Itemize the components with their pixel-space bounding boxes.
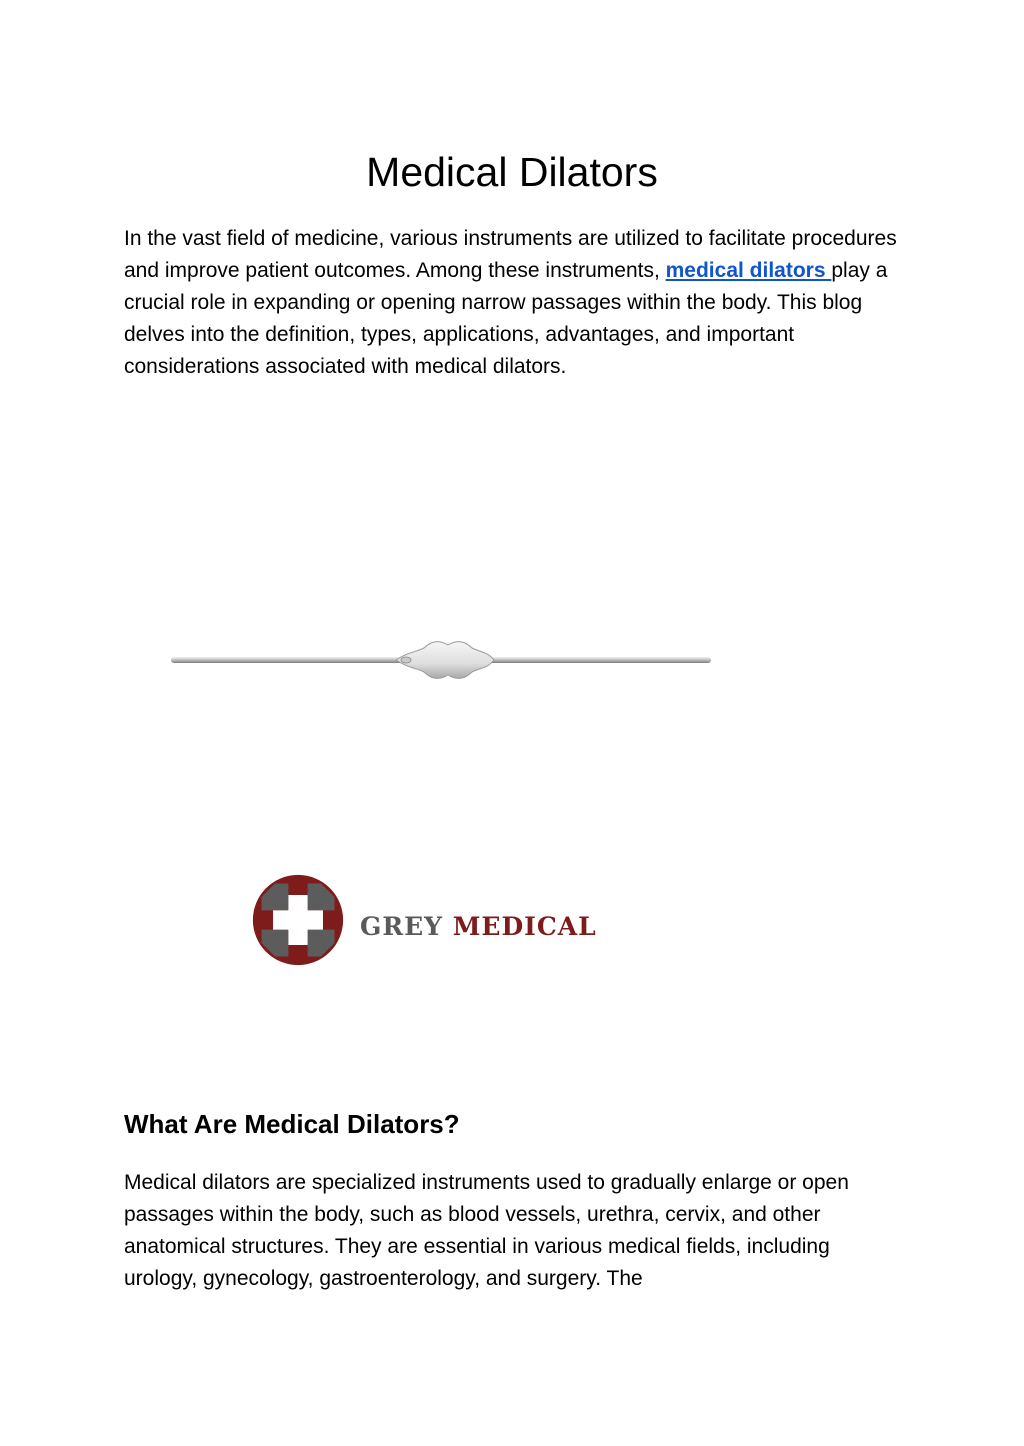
logo-word-medical: MEDICAL [452,912,597,941]
grey-medical-logo [250,870,640,970]
logo-word-grey: GREY [360,912,444,941]
section-heading: What Are Medical Dilators? [124,1109,460,1139]
page-title: Medical Dilators [366,149,658,195]
dilator-image [168,630,714,688]
section-paragraph: Medical dilators are specialized instruments used to gradually enlarge or open passages within the body, such as blood vessels, urethra, cervix, and other anatomical structures. They are essential in various medical fields, including urology, gynecology, gastroenterology, and surgery. The [124,1171,849,1290]
logo-wordmark [360,912,597,942]
dilator-illustration [168,630,714,688]
intro-paragraph [124,223,904,383]
intro-text-before-link: In the vast field of medicine, various instruments are utilized to facilitate procedures and improve patient outcomes. Among these instruments, [124,227,897,282]
intro-text-after-link: play a crucial role in expanding or opening narrow passages within the body. This blog delves into the definition, types, applications, advantages, and important considerations associated with medical dilators. [124,259,888,378]
cross-emblem-icon [250,872,346,968]
medical-dilators-link[interactable]: medical dilators [665,259,832,282]
